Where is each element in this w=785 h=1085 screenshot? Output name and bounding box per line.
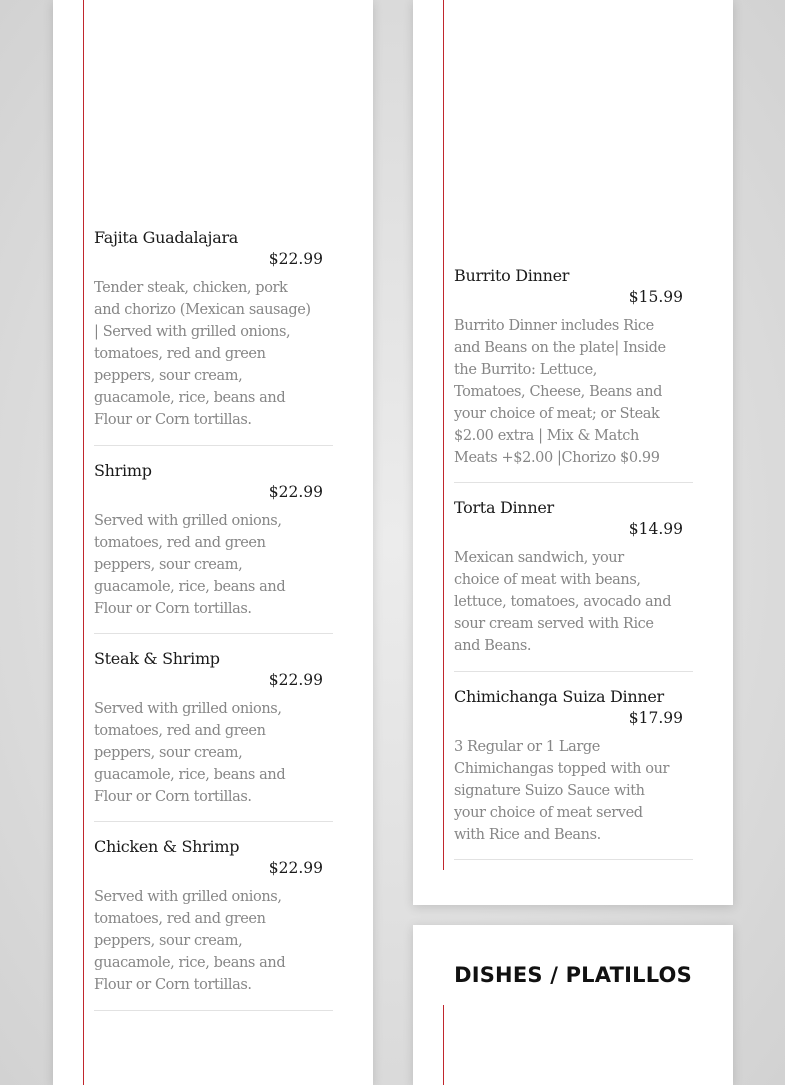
item-description: Served with grilled onions, tomatoes, red and green peppers, sour cream, guacamole, rice, beans and Flour or Corn tortillas. [94,889,286,993]
item-description: Mexican sandwich, your choice of meat with beans, lettuce, tomatoes, avocado and sour cream served with Rice and Beans. [454,550,672,654]
accent-line [83,0,84,1085]
item-name: Steak & Shrimp [94,649,220,668]
item-description: Served with grilled onions, tomatoes, red and green peppers, sour cream, guacamole, rice, beans and Flour or Corn tortillas. [94,701,286,805]
item-price: $22.99 [268,671,323,689]
item-name: Chicken & Shrimp [94,837,240,856]
menu-card-dishes [413,925,733,1085]
menu-item[interactable] [454,266,693,483]
item-price: $22.99 [268,859,323,877]
item-description: Served with grilled onions, tomatoes, red and green peppers, sour cream, guacamole, rice, beans and Flour or Corn tortillas. [94,513,286,617]
item-description: Tender steak, chicken, pork and chorizo (Mexican sausage) | Served with grilled onions, tomatoes, red and green peppers, sour cream, guacamole, rice, beans and Flour or Corn tortillas. [94,280,311,428]
item-price: $22.99 [268,483,323,501]
menu-card-right [413,0,733,905]
item-price: $17.99 [628,709,683,727]
item-name: Shrimp [94,461,152,480]
item-description: Burrito Dinner includes Rice and Beans on the plate| Inside the Burrito: Lettuce, Tomatoes, Cheese, Beans and your choice of meat; or Steak $2.00 extra | Mix & Match Meats +$2.00 |Chorizo $0.99 [454,318,666,466]
menu-item[interactable] [94,649,333,822]
item-name: Fajita Guadalajara [94,228,239,247]
menu-card-left [53,0,373,1085]
section-title: DISHES / PLATILLOS [454,963,692,987]
menu-item[interactable] [94,837,333,1011]
menu-item[interactable] [94,228,333,446]
accent-line [443,0,444,870]
menu-item[interactable] [454,687,693,860]
item-name: Burrito Dinner [454,266,570,285]
accent-line [443,1005,444,1085]
item-description: 3 Regular or 1 Large Chimichangas topped with our signature Suizo Sauce with your choice of meat served with Rice and Beans. [454,739,670,843]
item-name: Torta Dinner [454,498,554,517]
menu-item[interactable] [94,461,333,634]
item-name: Chimichanga Suiza Dinner [454,687,664,706]
item-price: $15.99 [628,288,683,306]
menu-item[interactable] [454,498,693,672]
item-price: $22.99 [268,250,323,268]
item-price: $14.99 [628,520,683,538]
